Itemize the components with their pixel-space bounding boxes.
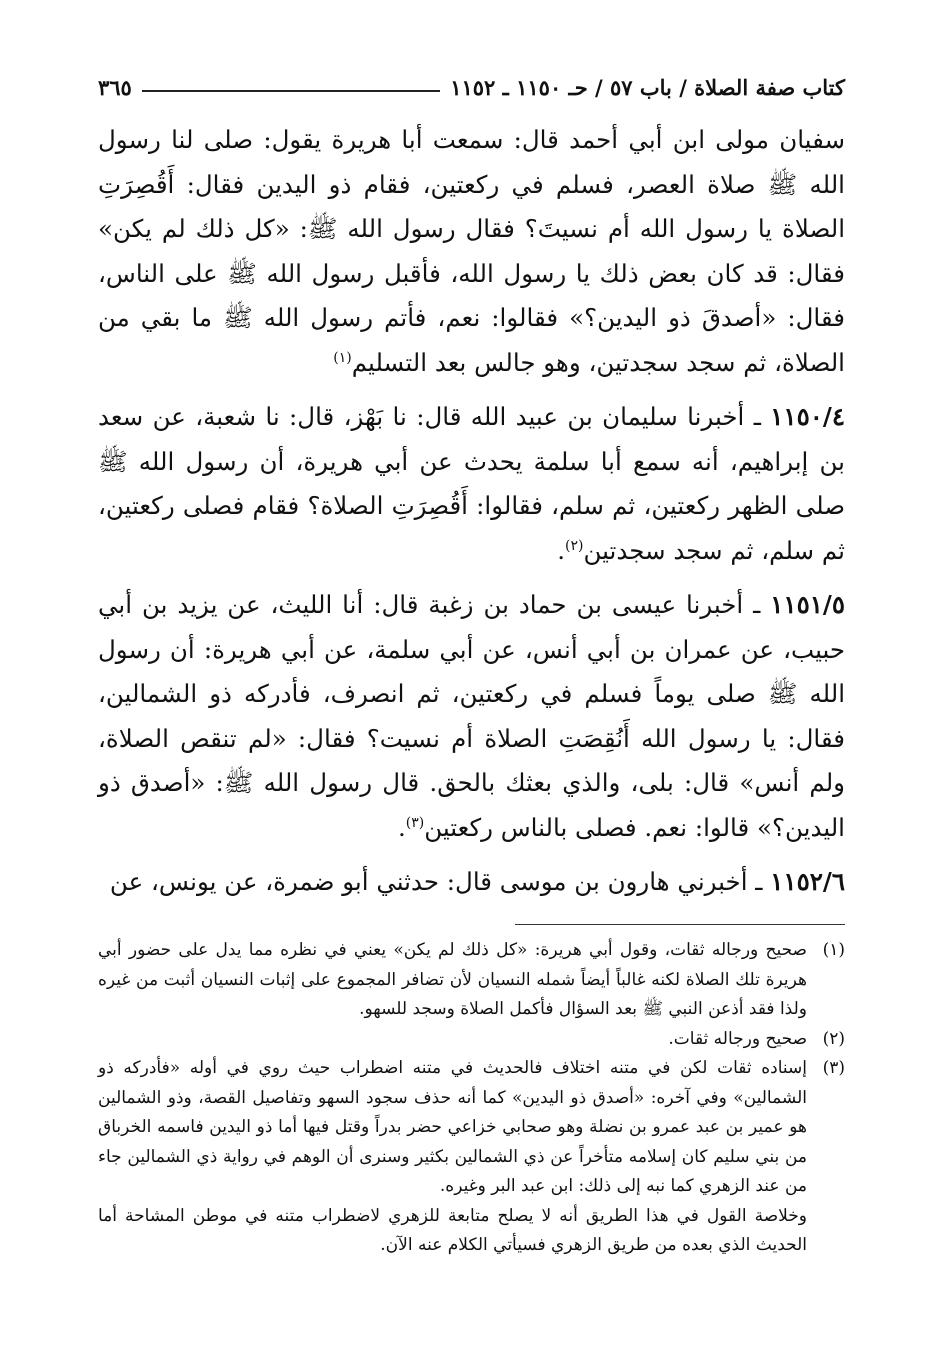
- footnote-text: [98, 1054, 807, 1261]
- footnotes: [98, 936, 845, 1261]
- hadith-number: ١١٥٠/٤: [770, 402, 845, 431]
- hadith-number: ١١٥١/٥: [770, 590, 845, 619]
- footnote: [98, 936, 845, 1025]
- paragraph-end: .: [557, 535, 565, 565]
- running-title: كتاب صفة الصلاة / باب ٥٧ / حـ ١١٥٠ ـ ١١٥٢: [450, 75, 845, 100]
- hadith-paragraph: [98, 583, 845, 850]
- hadith-paragraph: [98, 860, 845, 905]
- footnote-ref[interactable]: (٣): [405, 814, 425, 831]
- footnote-divider: [515, 924, 845, 925]
- paragraph-end: .: [397, 812, 406, 842]
- footnote: [98, 1025, 845, 1055]
- footnote: [98, 1054, 845, 1261]
- hadith-number: ١١٥٢/٦: [770, 867, 845, 896]
- footnote-line: صحيح ورجاله ثقات، وقول أبي هريرة: «كل ذلك لم يكن» يعني في نظره مما يدل على حضور أبي هريرة تلك الصلاة لكنه غالباً أيضاً شمله النسيان لأن تضافر المجموع على إثبات النسيان أثبت من غيره ولذا فقد أذعن النبي ﷺ بعد السؤال فأكمل الصلاة وسجد للسهو.: [98, 940, 807, 1019]
- hadith-paragraph: [98, 395, 845, 573]
- hadith-text: ـ أخبرنا سليمان بن عبيد الله قال: نا بَهْز، قال: نا شعبة، عن سعد بن إبراهيم، أنه سمع أبا سلمة يحدث عن أبي هريرة، أن رسول الله ﷺ صلى الظهر ركعتين، ثم سلم، فقالوا: أَقُصِرَتِ الصلاة؟ فقام فصلى ركعتين، ثم سلم، ثم سجد سجدتين: [98, 402, 845, 565]
- hadith-text: سفيان مولى ابن أبي أحمد قال: سمعت أبا هريرة يقول: صلى لنا رسول الله ﷺ صلاة العصر، فسلم في ركعتين، فقام ذو اليدين فقال: أَقُصِرَتِ الصلاة يا رسول الله أم نسيتَ؟ فقال رسول الله ﷺ: «كل ذلك لم يكن» فقال: قد كان بعض ذلك يا رسول الله، فأقبل رسول الله ﷺ على الناس، فقال: «أصدقَ ذو اليدين؟» فقالوا: نعم، فأتم رسول الله ﷺ ما بقي من الصلاة، ثم سجد سجدتين، وهو جالس بعد التسليم: [98, 125, 845, 377]
- running-header: [98, 70, 845, 100]
- footnote-number: (٣): [822, 1058, 845, 1078]
- footnote-ref[interactable]: (٢): [565, 537, 584, 554]
- hadith-text: ـ أخبرني هارون بن موسى قال: حدثني أبو ضمرة، عن يونس، عن: [109, 867, 771, 896]
- footnote-line: صحيح ورجاله ثقات.: [668, 1028, 807, 1049]
- header-rule: [142, 90, 440, 92]
- hadith-text: ـ أخبرنا عيسى بن حماد بن زغبة قال: أنا الليث، عن يزيد بن أبي حبيب، عن عمران بن أبي أنس، عن أبي سلمة، عن أبي هريرة: أن رسول الله ﷺ صلى يوماً فسلم في ركعتين، ثم انصرف، فأدركه ذو الشمالين، فقال: يا رسول الله أَنُقِصَتِ الصلاة أم نسيت؟ فقال: «لم تنقص الصلاة، ولم أنس» قال: بلى، والذي بعثك بالحق. قال رسول الله ﷺ: «أصدق ذو اليدين؟» قالوا: نعم. فصلى بالناس ركعتين: [98, 590, 845, 842]
- footnote-line: إسناده ثقات لكن في متنه اختلاف فالحديث في متنه اضطراب حيث روي في أوله «فأدركه ذو الشمالين» وفي آخره: «أصدق ذو اليدين» كما أنه حذف سجود السهو وتفاصيل القصة، وذو الشمالين هو عمير بن عبد عمرو بن نضلة وهو صحابي خزاعي حضر بدراً وقتل فيها أما ذو اليدين فاسمه الخرباق من بني سليم كان إسلامه متأخراً عن ذي الشمالين بكثير وسنرى أن الوهم في رواية ذي الشمالين جاء من عند الزهري كما نبه إلى ذلك: ابن عبد البر وغيره.: [98, 1058, 807, 1196]
- footnote-number: (١): [822, 940, 845, 960]
- footnote-ref[interactable]: (١): [333, 349, 352, 366]
- footnote-number: (٢): [822, 1028, 845, 1049]
- main-text: [98, 118, 845, 905]
- page-number: ٣٦٥: [98, 75, 132, 100]
- footnote-text: [98, 1025, 807, 1055]
- footnote-text: [98, 936, 807, 1025]
- hadith-paragraph: [98, 118, 845, 385]
- footnote-line: وخلاصة القول في هذا الطريق أنه لا يصلح متابعة للزهري لاضطراب متنه في موطن المشاحة أما الحديث الذي بعده من طريق الزهري فسيأتي الكلام عنه الآن.: [98, 1205, 807, 1255]
